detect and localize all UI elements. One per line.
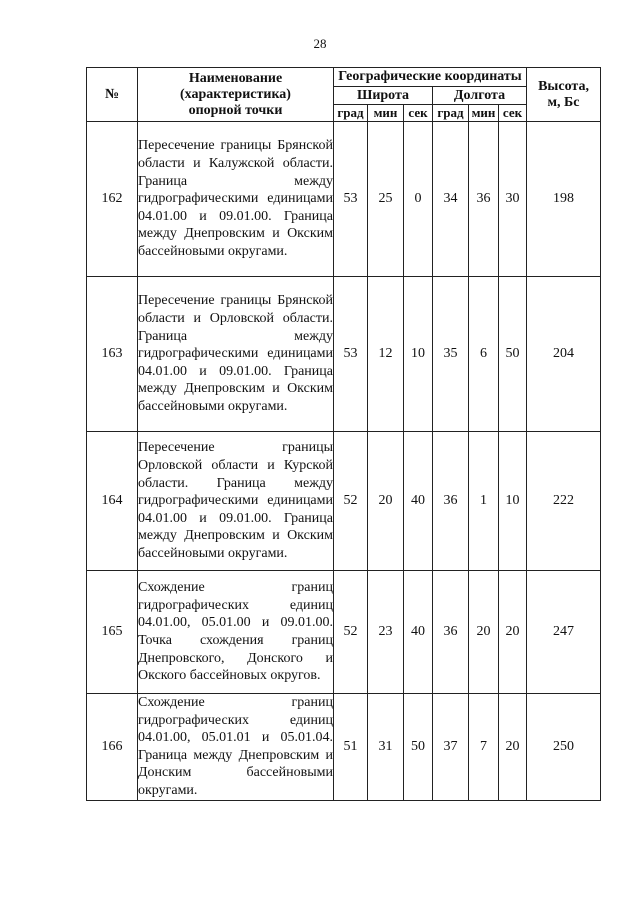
height-value: 222 xyxy=(527,432,601,571)
lon-deg: 36 xyxy=(433,432,469,571)
lat-deg: 53 xyxy=(334,277,368,432)
table-row xyxy=(87,432,601,571)
row-description: Пересечение границы Брянской области и Орловской области. Граница между гидрографическими единицами 04.01.00 и 09.01.00. Граница между Днепровским и Окским бассейновыми округами. xyxy=(138,277,334,432)
height-value: 250 xyxy=(527,694,601,801)
lon-min: 7 xyxy=(469,694,499,801)
header-height xyxy=(527,68,601,122)
lat-deg: 52 xyxy=(334,432,368,571)
height-value: 247 xyxy=(527,571,601,694)
lon-sec: 50 xyxy=(499,277,527,432)
header-height-line2: м, Бс xyxy=(547,94,580,110)
header-lon-sec: сек xyxy=(499,105,527,122)
lat-sec: 50 xyxy=(404,694,433,801)
row-description: Схождение границ гидрографических единиц 04.01.00, 05.01.01 и 05.01.04. Граница между Днепровским и Донским бассейновыми округами. xyxy=(138,694,334,801)
lat-deg: 52 xyxy=(334,571,368,694)
lat-deg: 53 xyxy=(334,122,368,277)
header-longitude: Долгота xyxy=(433,87,527,105)
lon-min: 6 xyxy=(469,277,499,432)
header-latitude: Широта xyxy=(334,87,433,105)
header-height-line1: Высота, xyxy=(538,78,589,94)
lat-min: 23 xyxy=(368,571,404,694)
lat-sec: 10 xyxy=(404,277,433,432)
lon-deg: 36 xyxy=(433,571,469,694)
header-name-line2: (характеристика) xyxy=(180,86,291,102)
header-lat-deg: град xyxy=(334,105,368,122)
lon-sec: 20 xyxy=(499,571,527,694)
lat-sec: 0 xyxy=(404,122,433,277)
lon-deg: 34 xyxy=(433,122,469,277)
header-lat-sec: сек xyxy=(404,105,433,122)
lat-min: 31 xyxy=(368,694,404,801)
lat-deg: 51 xyxy=(334,694,368,801)
lon-min: 1 xyxy=(469,432,499,571)
header-lat-min: мин xyxy=(368,105,404,122)
lon-min: 20 xyxy=(469,571,499,694)
header-no: № xyxy=(87,68,138,122)
lat-sec: 40 xyxy=(404,571,433,694)
row-number: 162 xyxy=(87,122,138,277)
row-number: 164 xyxy=(87,432,138,571)
table-header xyxy=(87,68,601,122)
header-name xyxy=(138,68,334,122)
lon-min: 36 xyxy=(469,122,499,277)
row-number: 165 xyxy=(87,571,138,694)
row-number: 163 xyxy=(87,277,138,432)
height-value: 204 xyxy=(527,277,601,432)
row-description: Пересечение границы Орловской области и Курской области. Граница между гидрографическими единицами 04.01.00 и 09.01.00. Граница между Днепровским и Окским бассейновыми округами. xyxy=(138,432,334,571)
table-row xyxy=(87,571,601,694)
table-row xyxy=(87,277,601,432)
height-value: 198 xyxy=(527,122,601,277)
header-name-line3: опорной точки xyxy=(188,102,283,118)
lat-sec: 40 xyxy=(404,432,433,571)
table-row xyxy=(87,694,601,801)
row-description: Схождение границ гидрографических единиц 04.01.00, 05.01.00 и 09.01.00. Точка схождения границ Днепровского, Донского и Окского бассейновых округов. xyxy=(138,571,334,694)
lat-min: 12 xyxy=(368,277,404,432)
table-row xyxy=(87,122,601,277)
header-name-line1: Наименование xyxy=(188,70,283,86)
lon-deg: 35 xyxy=(433,277,469,432)
row-number: 166 xyxy=(87,694,138,801)
header-lon-min: мин xyxy=(469,105,499,122)
page-number: 28 xyxy=(313,36,327,51)
reference-points-table xyxy=(86,67,601,801)
lat-min: 20 xyxy=(368,432,404,571)
lon-sec: 10 xyxy=(499,432,527,571)
lon-sec: 30 xyxy=(499,122,527,277)
lon-deg: 37 xyxy=(433,694,469,801)
lon-sec: 20 xyxy=(499,694,527,801)
lat-min: 25 xyxy=(368,122,404,277)
header-lon-deg: град xyxy=(433,105,469,122)
row-description: Пересечение границы Брянской области и Калужской области. Граница между гидрографическими единицами 04.01.00 и 09.01.00. Граница между Днепровским и Окским бассейновыми округами. xyxy=(138,122,334,277)
header-geo-coordinates: Географические координаты xyxy=(334,68,527,87)
